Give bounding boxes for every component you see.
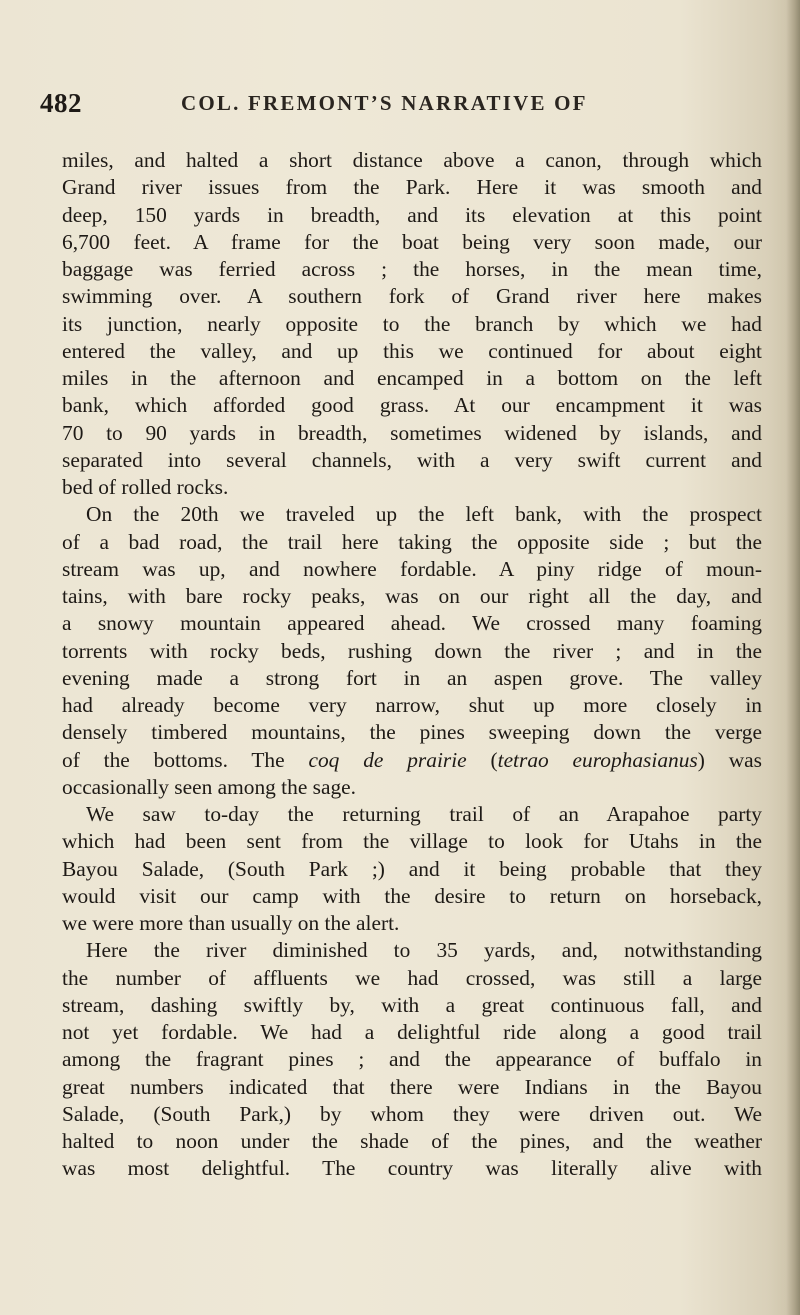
- text-line: [62, 474, 762, 501]
- text-line: [62, 501, 762, 528]
- text-line: [62, 910, 762, 937]
- text-segment: densely timbered mountains, the pines sweeping down the verge: [62, 720, 762, 745]
- text-segment: miles in the afternoon and encamped in a bottom on the left: [62, 366, 762, 390]
- text-segment: swimming over. A southern fork of Grand river here makes: [62, 284, 762, 309]
- text-line: [62, 774, 762, 801]
- text-line: [62, 311, 762, 338]
- text-segment: occasionally seen among the sage.: [62, 774, 357, 799]
- text-segment: the number of affluents we had crossed, was still a large: [62, 965, 762, 990]
- text-line: [62, 692, 762, 719]
- text-segment: baggage was ferried across ; the horses, in the mean time,: [62, 257, 762, 281]
- text-line: [62, 1101, 762, 1128]
- text-line: [62, 1128, 762, 1155]
- text-segment: was most delightful. The country was literally alive with: [62, 1156, 762, 1181]
- text-line: [62, 828, 762, 855]
- text-line: [62, 992, 762, 1019]
- text-line: [62, 447, 762, 474]
- text-segment: bed of rolled rocks.: [62, 475, 229, 499]
- page-edge-shadow: [786, 0, 800, 1315]
- page-header: [40, 88, 760, 128]
- text-segment: separated into several channels, with a very swift current and: [62, 447, 762, 472]
- text-segment: Bayou Salade, (South Park ;) and it being probable that they: [62, 856, 762, 881]
- italic-phrase: coq de prairie: [308, 747, 467, 772]
- text-segment: deep, 150 yards in breadth, and its elevation at this point: [62, 202, 762, 227]
- text-line: [62, 719, 762, 746]
- text-line: [62, 1074, 762, 1101]
- text-segment: stream, dashing swiftly by, with a great continuous fall, and: [62, 992, 762, 1017]
- text-line: [62, 883, 762, 910]
- text-line: [62, 1155, 762, 1182]
- text-segment: we were more than usually on the alert.: [62, 911, 400, 935]
- text-segment: a snowy mountain appeared ahead. We crossed many foaming: [62, 611, 762, 636]
- text-segment: great numbers indicated that there were Indians in the Bayou: [62, 1074, 762, 1099]
- text-segment: entered the valley, and up this we continued for about eight: [62, 338, 762, 363]
- text-line: [62, 610, 762, 637]
- text-line: [62, 1019, 762, 1046]
- text-segment: 6,700 feet. A frame for the boat being very soon made, our: [62, 229, 762, 254]
- text-segment: torrents with rocky beds, rushing down the river ; and in the: [62, 638, 762, 663]
- text-segment: tains, with bare rocky peaks, was on our right all the day, and: [62, 584, 762, 608]
- text-segment: its junction, nearly opposite to the branch by which we had: [62, 311, 762, 336]
- text-segment: evening made a strong fort in an aspen grove. The valley: [62, 665, 762, 690]
- text-line: [62, 1046, 762, 1073]
- page-number: 482: [40, 88, 82, 118]
- text-line: [62, 338, 762, 365]
- text-segment: Salade, (South Park,) by whom they were driven out. We: [62, 1101, 762, 1126]
- text-line: [62, 965, 762, 992]
- body-text: [62, 147, 762, 1183]
- text-line: [62, 283, 762, 310]
- text-line: [62, 856, 762, 883]
- text-line: [62, 147, 762, 174]
- text-segment: of a bad road, the trail here taking the opposite side ; but the: [62, 529, 762, 554]
- text-line: [62, 202, 762, 229]
- text-segment: stream was up, and nowhere fordable. A piny ridge of moun-: [62, 556, 762, 581]
- text-segment: among the fragrant pines ; and the appearance of buffalo in: [62, 1047, 762, 1072]
- text-segment: of the bottoms. The: [62, 747, 309, 772]
- text-segment: (: [466, 747, 498, 772]
- text-segment: On the 20th we traveled up the left bank, with the prospect: [86, 502, 762, 527]
- running-title: COL. FREMONT’S NARRATIVE OF: [181, 91, 588, 115]
- text-line: [62, 583, 762, 610]
- text-line: [62, 174, 762, 201]
- text-line: [62, 529, 762, 556]
- text-line: [62, 229, 762, 256]
- text-segment: which had been sent from the village to look for Utahs in the: [62, 829, 762, 854]
- text-segment: halted to noon under the shade of the pines, and the weather: [62, 1129, 762, 1153]
- text-line: [62, 392, 762, 419]
- text-line: [62, 937, 762, 964]
- text-segment: ) was: [697, 747, 762, 772]
- text-segment: We saw to-day the returning trail of an Arapahoe party: [86, 802, 762, 826]
- text-line: [62, 365, 762, 392]
- text-segment: not yet fordable. We had a delightful ride along a good trail: [62, 1020, 762, 1044]
- text-segment: miles, and halted a short distance above a canon, through which: [62, 148, 762, 172]
- text-line: [62, 638, 762, 665]
- text-segment: had already become very narrow, shut up more closely in: [62, 693, 762, 717]
- italic-phrase: tetrao europhasianus: [497, 747, 698, 772]
- text-segment: Here the river diminished to 35 yards, and, notwithstanding: [86, 938, 762, 963]
- text-line: [62, 556, 762, 583]
- text-line: [62, 256, 762, 283]
- text-segment: Grand river issues from the Park. Here it was smooth and: [62, 175, 762, 200]
- text-segment: 70 to 90 yards in breadth, sometimes widened by islands, and: [62, 420, 762, 445]
- text-line: [62, 747, 762, 774]
- text-line: [62, 665, 762, 692]
- text-line: [62, 420, 762, 447]
- text-segment: would visit our camp with the desire to return on horseback,: [62, 883, 762, 908]
- text-line: [62, 801, 762, 828]
- text-segment: bank, which afforded good grass. At our encampment it was: [62, 393, 762, 418]
